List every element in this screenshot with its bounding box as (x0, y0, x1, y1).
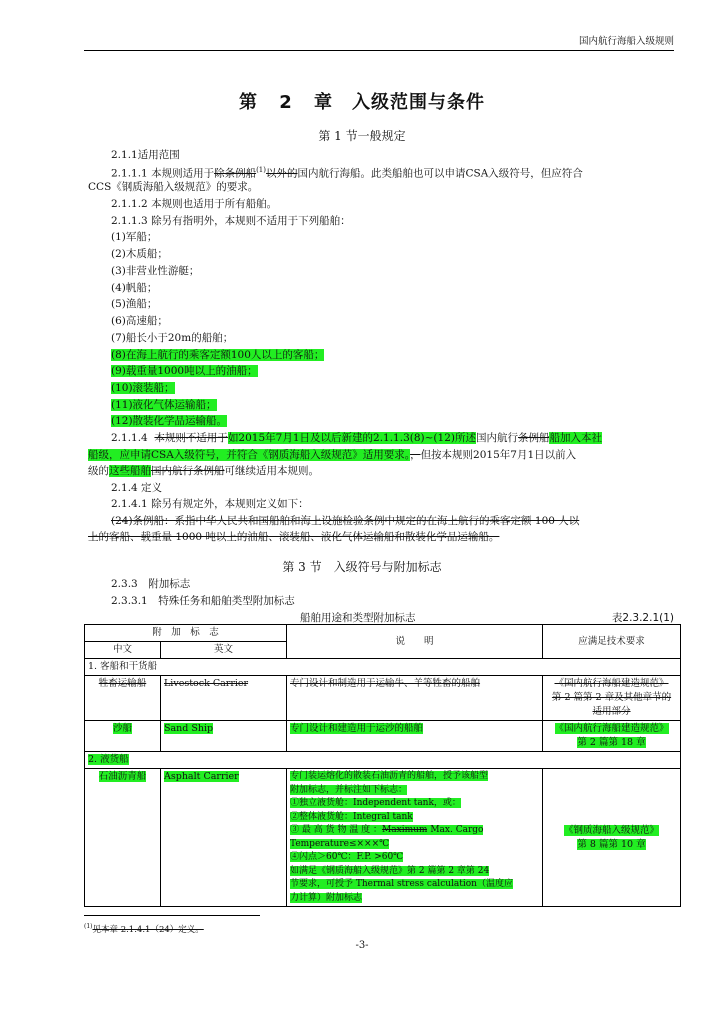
header-english: 英文 (161, 642, 287, 659)
list-item: (2)木质船； (111, 248, 168, 260)
cell-desc: 专门设计和制造用于运输牛、羊等牲畜的船舶 (287, 676, 543, 721)
highlighted-text: 《钢质海船入级规范》 (564, 824, 660, 836)
highlighted-text: 沙船 (112, 723, 132, 734)
highlighted-text: ④闪点＞60℃：F.P. >60℃ (290, 852, 404, 862)
table-header-row (85, 625, 681, 642)
list-item: (6)高速船； (111, 315, 168, 327)
heading-2-3-3: 2.3.3 附加标志 (111, 578, 191, 590)
cell-desc (287, 769, 543, 907)
text-run: 级的 (88, 465, 109, 477)
highlighted-text: (10)滚装船； (111, 382, 175, 394)
cell-req (543, 769, 681, 907)
highlighted-text: 附加标志，并标注如下标志： (290, 784, 408, 795)
header-chinese: 中文 (85, 642, 161, 659)
highlighted-text: 专门装运熔化的散装石油沥青的船舶，授予该船型 (290, 771, 489, 781)
group-row (85, 752, 681, 769)
highlighted-text: ③ 最 高 货 物 温 度 ： (290, 825, 383, 835)
highlighted-text: ①独立液货舱：Independent tank，或： (290, 798, 461, 808)
list-item: (4)帆船； (111, 282, 158, 294)
cell-desc (287, 721, 543, 752)
deleted-text: ， (410, 449, 421, 461)
text-run: 但按本规则2015年7月1日以前入 (420, 449, 577, 461)
list-item-highlighted (111, 363, 674, 380)
heading-2-3-3-1: 2.3.3.1 特殊任务和船舶类型附加标志 (111, 595, 295, 607)
deleted-definition-line1: (24)条例船：系指中华人民共和国船舶和海上设施检验条例中规定的在海上航行的乘客定额 100 人以 (111, 515, 580, 527)
header-requirements: 应满足技术要求 (543, 625, 681, 659)
highlighted-text: (8)在海上航行的乘客定额100人以上的客船； (111, 349, 325, 361)
para-2-1-1-2: 2.1.1.2 本规则也适用于所有船舶。 (111, 198, 278, 210)
running-header (84, 36, 674, 51)
cell-cn (85, 721, 161, 752)
group-label (85, 752, 681, 769)
footnote (84, 923, 204, 935)
table-row (85, 721, 681, 752)
req-line: 适用部分 (592, 706, 631, 717)
list-item-highlighted (111, 397, 674, 414)
para-2-1-1-4-line1 (111, 430, 674, 447)
table-title: 船舶用途和类型附加标志 (300, 612, 416, 624)
highlighted-text: 2. 液货船 (88, 754, 129, 765)
section-3-title: 第 3 节 入级符号与附加标志 (282, 560, 442, 574)
heading-2-1-4: 2.1.4 定义 (111, 482, 163, 494)
deleted-text: 条例船 (517, 432, 550, 444)
deleted-definition-line2: 上的客船、载重量 1000 吨以上的油船、滚装船、液化气体运输船和散装化学品运输船。 (88, 531, 500, 543)
group-label: 1. 客船和干货船 (85, 659, 681, 676)
cell-req (543, 721, 681, 752)
highlighted-text: 船加入本社 (549, 432, 602, 444)
highlighted-text: 第 2 篇第 18 章 (577, 737, 646, 748)
text-run: 可继续适用本规则。 (224, 465, 319, 477)
highlighted-text: 专门设计和建造用于运沙的船舶 (290, 723, 424, 734)
deleted-text: 国内航行条例船 (151, 465, 225, 477)
req-line: 第 2 篇第 2 章及其他章节的 (551, 692, 672, 703)
list-item: (1)军船； (111, 231, 158, 243)
page-number: -3- (355, 940, 369, 951)
running-title: 国内航行海船入级规则 (578, 36, 674, 47)
highlighted-text: 船级，应申请CSA入级符号，并符合《钢质海船入级规范》适用要求。 (88, 449, 411, 461)
para-2-1-1-4-line3 (88, 463, 674, 480)
deleted-text: 以外的 (266, 167, 298, 180)
highlighted-text: 如满足《钢质海船入级规范》第 2 篇第 2 章第 24 (290, 865, 490, 876)
highlighted-text: (9)载重量1000吨以上的油船； (111, 365, 258, 377)
list-item: (5)渔船； (111, 298, 158, 310)
text-run: 2.1.1.1 本规则适用于 (111, 167, 215, 180)
para-2-1-4-1: 2.1.4.1 除另有规定外，本规则定义如下： (111, 498, 309, 510)
footnote-ref: (1) (256, 166, 266, 174)
list-item: (7)船长小于20m的船舶； (111, 332, 234, 344)
cell-cn: 牲畜运输船 (85, 676, 161, 721)
heading-2-1-1: 2.1.1适用范围 (111, 149, 180, 161)
notation-table (84, 624, 681, 907)
list-item: (3)非营业性游艇； (111, 265, 200, 277)
highlighted-text: Sand Ship (164, 723, 214, 734)
highlighted-text: Asphalt Carrier (164, 771, 239, 782)
para-2-1-1-4-line2 (88, 447, 674, 464)
highlighted-text: ②整体液货舱：Integral tank (290, 811, 413, 822)
cell-en: Livestock Carrier (161, 676, 287, 721)
cell-req (543, 676, 681, 721)
highlighted-text: Max. Cargo (427, 825, 484, 835)
deleted-text: 本规则不适用于 (154, 432, 228, 444)
highlighted-text: 第 8 篇第 10 章 (577, 838, 646, 850)
highlighted-text: Temperature≤×××℃ (290, 838, 390, 849)
text-run: 国内航行海船。此类船舶也可以申请CSA入级符号，但应符合 (297, 167, 583, 180)
list-item-highlighted (111, 380, 674, 397)
highlighted-text: 这些船舶 (109, 465, 151, 477)
highlighted-text: (11)液化气体运输船； (111, 399, 217, 411)
footnote-mark: (1) (84, 923, 93, 931)
section-1-title: 第 1 节一般规定 (318, 129, 406, 143)
deleted-text: Maximum (382, 825, 428, 835)
cell-en (161, 721, 287, 752)
deleted-text: 除条例船 (214, 167, 257, 180)
highlighted-text: 节要求，可授予 Thermal stress calculation（温度应 (290, 879, 513, 889)
table-number: 表2.3.2.1(1) (611, 612, 674, 624)
text-run: 国内航行 (475, 432, 518, 444)
group-row (85, 659, 681, 676)
cell-en (161, 769, 287, 907)
table-row (85, 769, 681, 907)
para-2-1-1-3: 2.1.1.3 除另有指明外，本规则不适用于下列船舶： (111, 215, 351, 227)
highlighted-text: 如2015年7月1日及以后新建的2.1.1.3(8)~(12)所述 (227, 432, 476, 444)
list-item-highlighted (111, 413, 674, 430)
header-description: 说 明 (287, 625, 543, 659)
para-2-1-1-1-line2: CCS《钢质海船入级规范》的要求。 (88, 181, 259, 193)
header-notation: 附 加 标 志 (85, 625, 287, 642)
clause-number: 2.1.1.4 (111, 432, 148, 444)
deleted-footnote-text: 见本章 2.1.4.1（24）定义。 (92, 925, 204, 935)
highlighted-text: 石油沥青船 (98, 771, 147, 782)
list-item-highlighted (111, 347, 674, 364)
chapter-title: 第 2 章 入级范围与条件 (238, 92, 486, 113)
highlighted-text: (12)散装化学品运输船。 (111, 415, 228, 427)
req-line: 《国内航行海船建造规范》 (554, 678, 669, 689)
cell-cn (85, 769, 161, 907)
highlighted-text: 力计算）附加标志 (290, 892, 363, 903)
highlighted-text: 《国内航行海船建造规范》 (554, 723, 669, 734)
table-row (85, 676, 681, 721)
footnote-separator (84, 915, 260, 916)
